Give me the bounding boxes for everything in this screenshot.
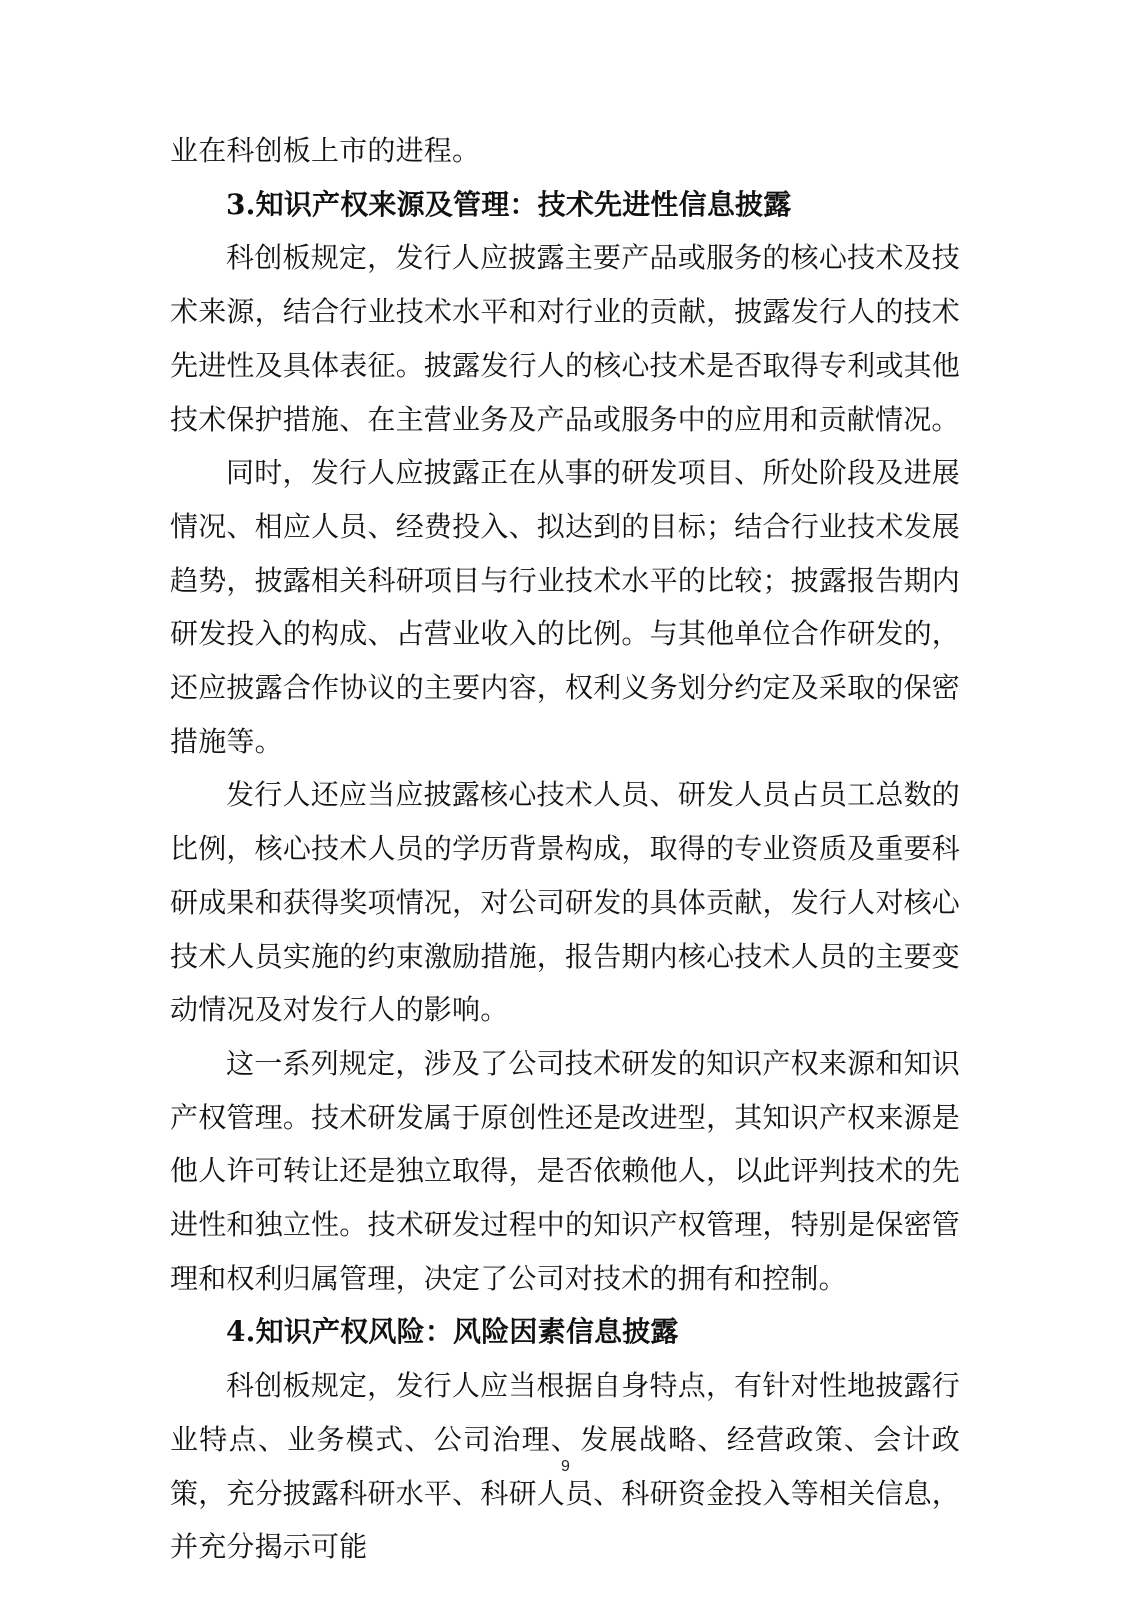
- continuation-paragraph: 业在科创板上市的进程。: [170, 134, 481, 167]
- section-heading-3: 3.知识产权来源及管理：技术先进性信息披露: [226, 187, 792, 221]
- document-body: [170, 124, 960, 1574]
- paragraph: 科创板规定，发行人应披露主要产品或服务的核心技术及技术来源，结合行业技术水平和对行业的贡献，披露发行人的技术先进性及具体表征。披露发行人的核心技术是否取得专利或其他技术保护措施、在主营业务及产品或服务中的应用和贡献情况。: [170, 241, 960, 436]
- section-heading-4: 4.知识产权风险：风险因素信息披露: [226, 1315, 679, 1349]
- paragraph: 发行人还应当应披露核心技术人员、研发人员占员工总数的比例，核心技术人员的学历背景构成，取得的专业资质及重要科研成果和获得奖项情况，对公司研发的具体贡献，发行人对核心技术人员实施的约束激励措施，报告期内核心技术人员的主要变动情况及对发行人的影响。: [170, 778, 960, 1027]
- paragraph: 这一系列规定，涉及了公司技术研发的知识产权来源和知识产权管理。技术研发属于原创性还是改进型，其知识产权来源是他人许可转让还是独立取得，是否依赖他人，以此评判技术的先进性和独立性。技术研发过程中的知识产权管理，特别是保密管理和权利归属管理，决定了公司对技术的拥有和控制。: [170, 1046, 960, 1295]
- page-number: 9: [561, 1458, 570, 1475]
- paragraph: 同时，发行人应披露正在从事的研发项目、所处阶段及进展情况、相应人员、经费投入、拟达到的目标；结合行业技术发展趋势，披露相关科研项目与行业技术水平的比较；披露报告期内研发投入的构成、占营业收入的比例。与其他单位合作研发的，还应披露合作协议的主要内容，权利义务划分约定及采取的保密措施等。: [170, 456, 960, 758]
- paragraph: 科创板规定，发行人应当根据自身特点，有针对性地披露行业特点、业务模式、公司治理、发展战略、经营政策、会计政策，充分披露科研水平、科研人员、科研资金投入等相关信息，并充分揭示可能: [170, 1369, 960, 1564]
